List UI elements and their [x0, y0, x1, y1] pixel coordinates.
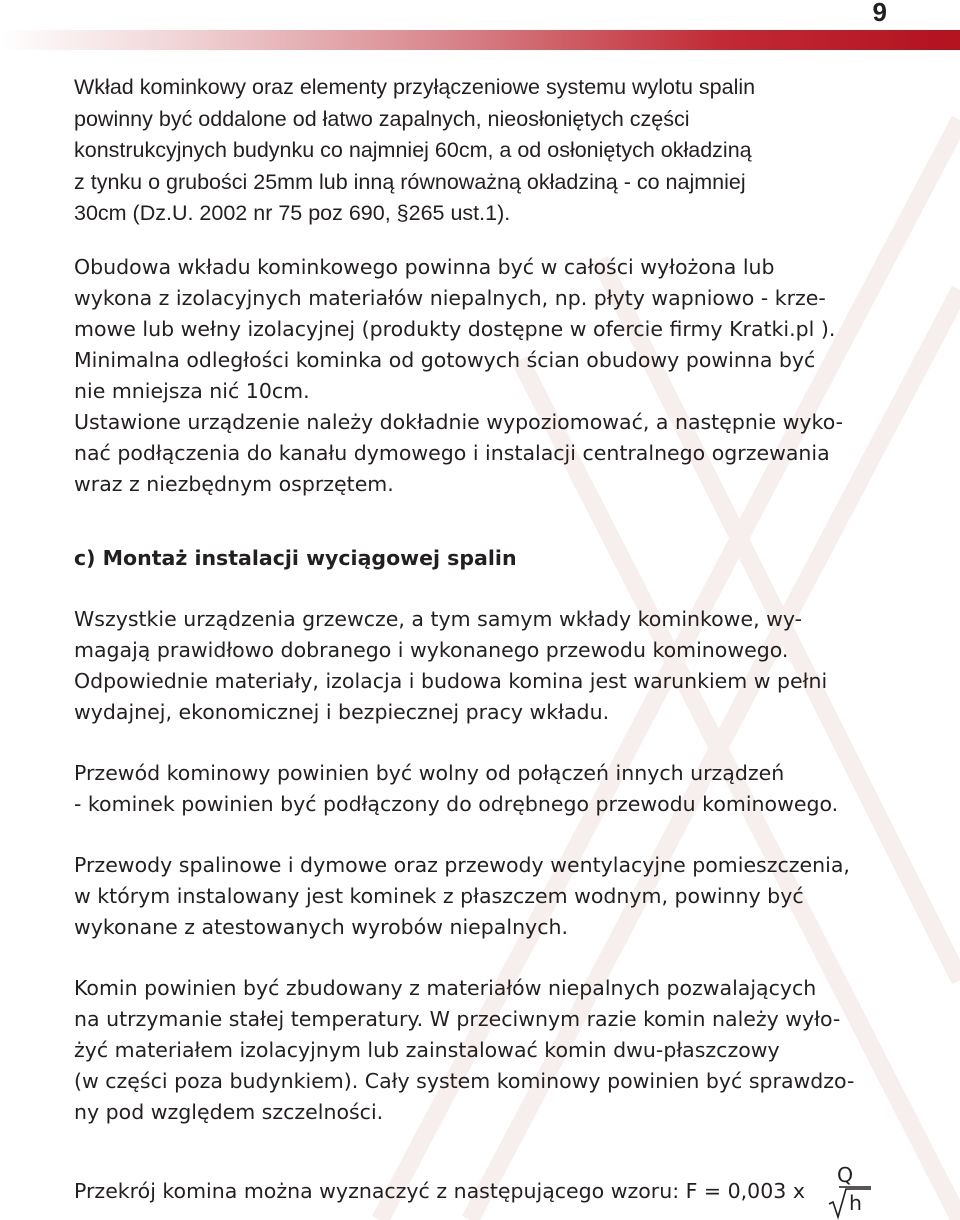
paragraph-flue: Przewód kominowy powinien być wolny od połączeń innych urządzeń - kominek powinien być podłączony do odrębnego przewodu kominowego. [74, 760, 839, 816]
formula-numerator: Q [837, 1163, 854, 1187]
page-number: 9 [872, 0, 887, 27]
paragraph-installation: Ustawione urządzenie należy dokładnie wypoziomować, a następnie wyko- nać podłączenia do kanału dymowego i instalacji centralnego ogrzewania wraz z niezbędnym osprzętem. [74, 409, 844, 496]
paragraph-chimney: Komin powinien być zbudowany z materiałów niepalnych pozwalających na utrzymanie stałej temperatury. W przeciwnym razie komin należy wyło- żyć materiałem izolacyjnym lub zainstalować komin dwu-płaszczowy (w części poza budynkiem). Cały system kominowy powinien być sprawdzo- ny pod względem szczelności. [74, 975, 855, 1124]
header-accent-bar [0, 30, 960, 50]
document-body [74, 72, 894, 1128]
paragraph-clearance: Wkład kominkowy oraz elementy przyłączeniowe systemu wylotu spalin powinny być oddalone od łatwo zapalnych, nieosłoniętych części konstrukcyjnych budynku co najmniej 60cm, a od osłoniętych okładziną z tynku o grubości 25mm lub inną równoważną okładziną - co najmniej 30cm (Dz.U. 2002 nr 75 poz 690, §265 ust.1). [74, 75, 756, 225]
paragraph-housing: Obudowa wkładu kominkowego powinna być w całości wyłożona lub wykona z izolacyjnych materiałów niepalnych, np. płyty wapniowo - krze- mowe lub wełny izolacyjnej (produkty dostępne w ofercie firmy Kratki.pl ). Minimalna odległości kominka od gotowych ścian obudowy powinna być nie mniejsza nić 10cm. [74, 254, 836, 403]
section-heading: c) Montaż instalacji wyciągowej spalin [74, 545, 517, 570]
chimney-formula [74, 1162, 894, 1220]
paragraph-ducts: Przewody spalinowe i dymowe oraz przewody wentylacyjne pomieszczenia, w którym instalowany jest kominek z płaszczem wodnym, powinny być wykonane z atestowanych wyrobów niepalnych. [74, 852, 850, 939]
formula-text: Przekrój komina można wyznaczyć z następującego wzoru: F = 0,003 x [74, 1179, 805, 1203]
paragraph-devices: Wszystkie urządzenia grzewcze, a tym samym wkłady kominkowe, wy- magają prawidłowo dobranego i wykonanego przewodu kominowego. Odpowiednie materiały, izolacja i budowa komina jest warunkiem w pełni wydajnej, ekonomicznej i bezpiecznej pracy wkładu. [74, 606, 828, 724]
formula-denominator: h [849, 1191, 862, 1215]
